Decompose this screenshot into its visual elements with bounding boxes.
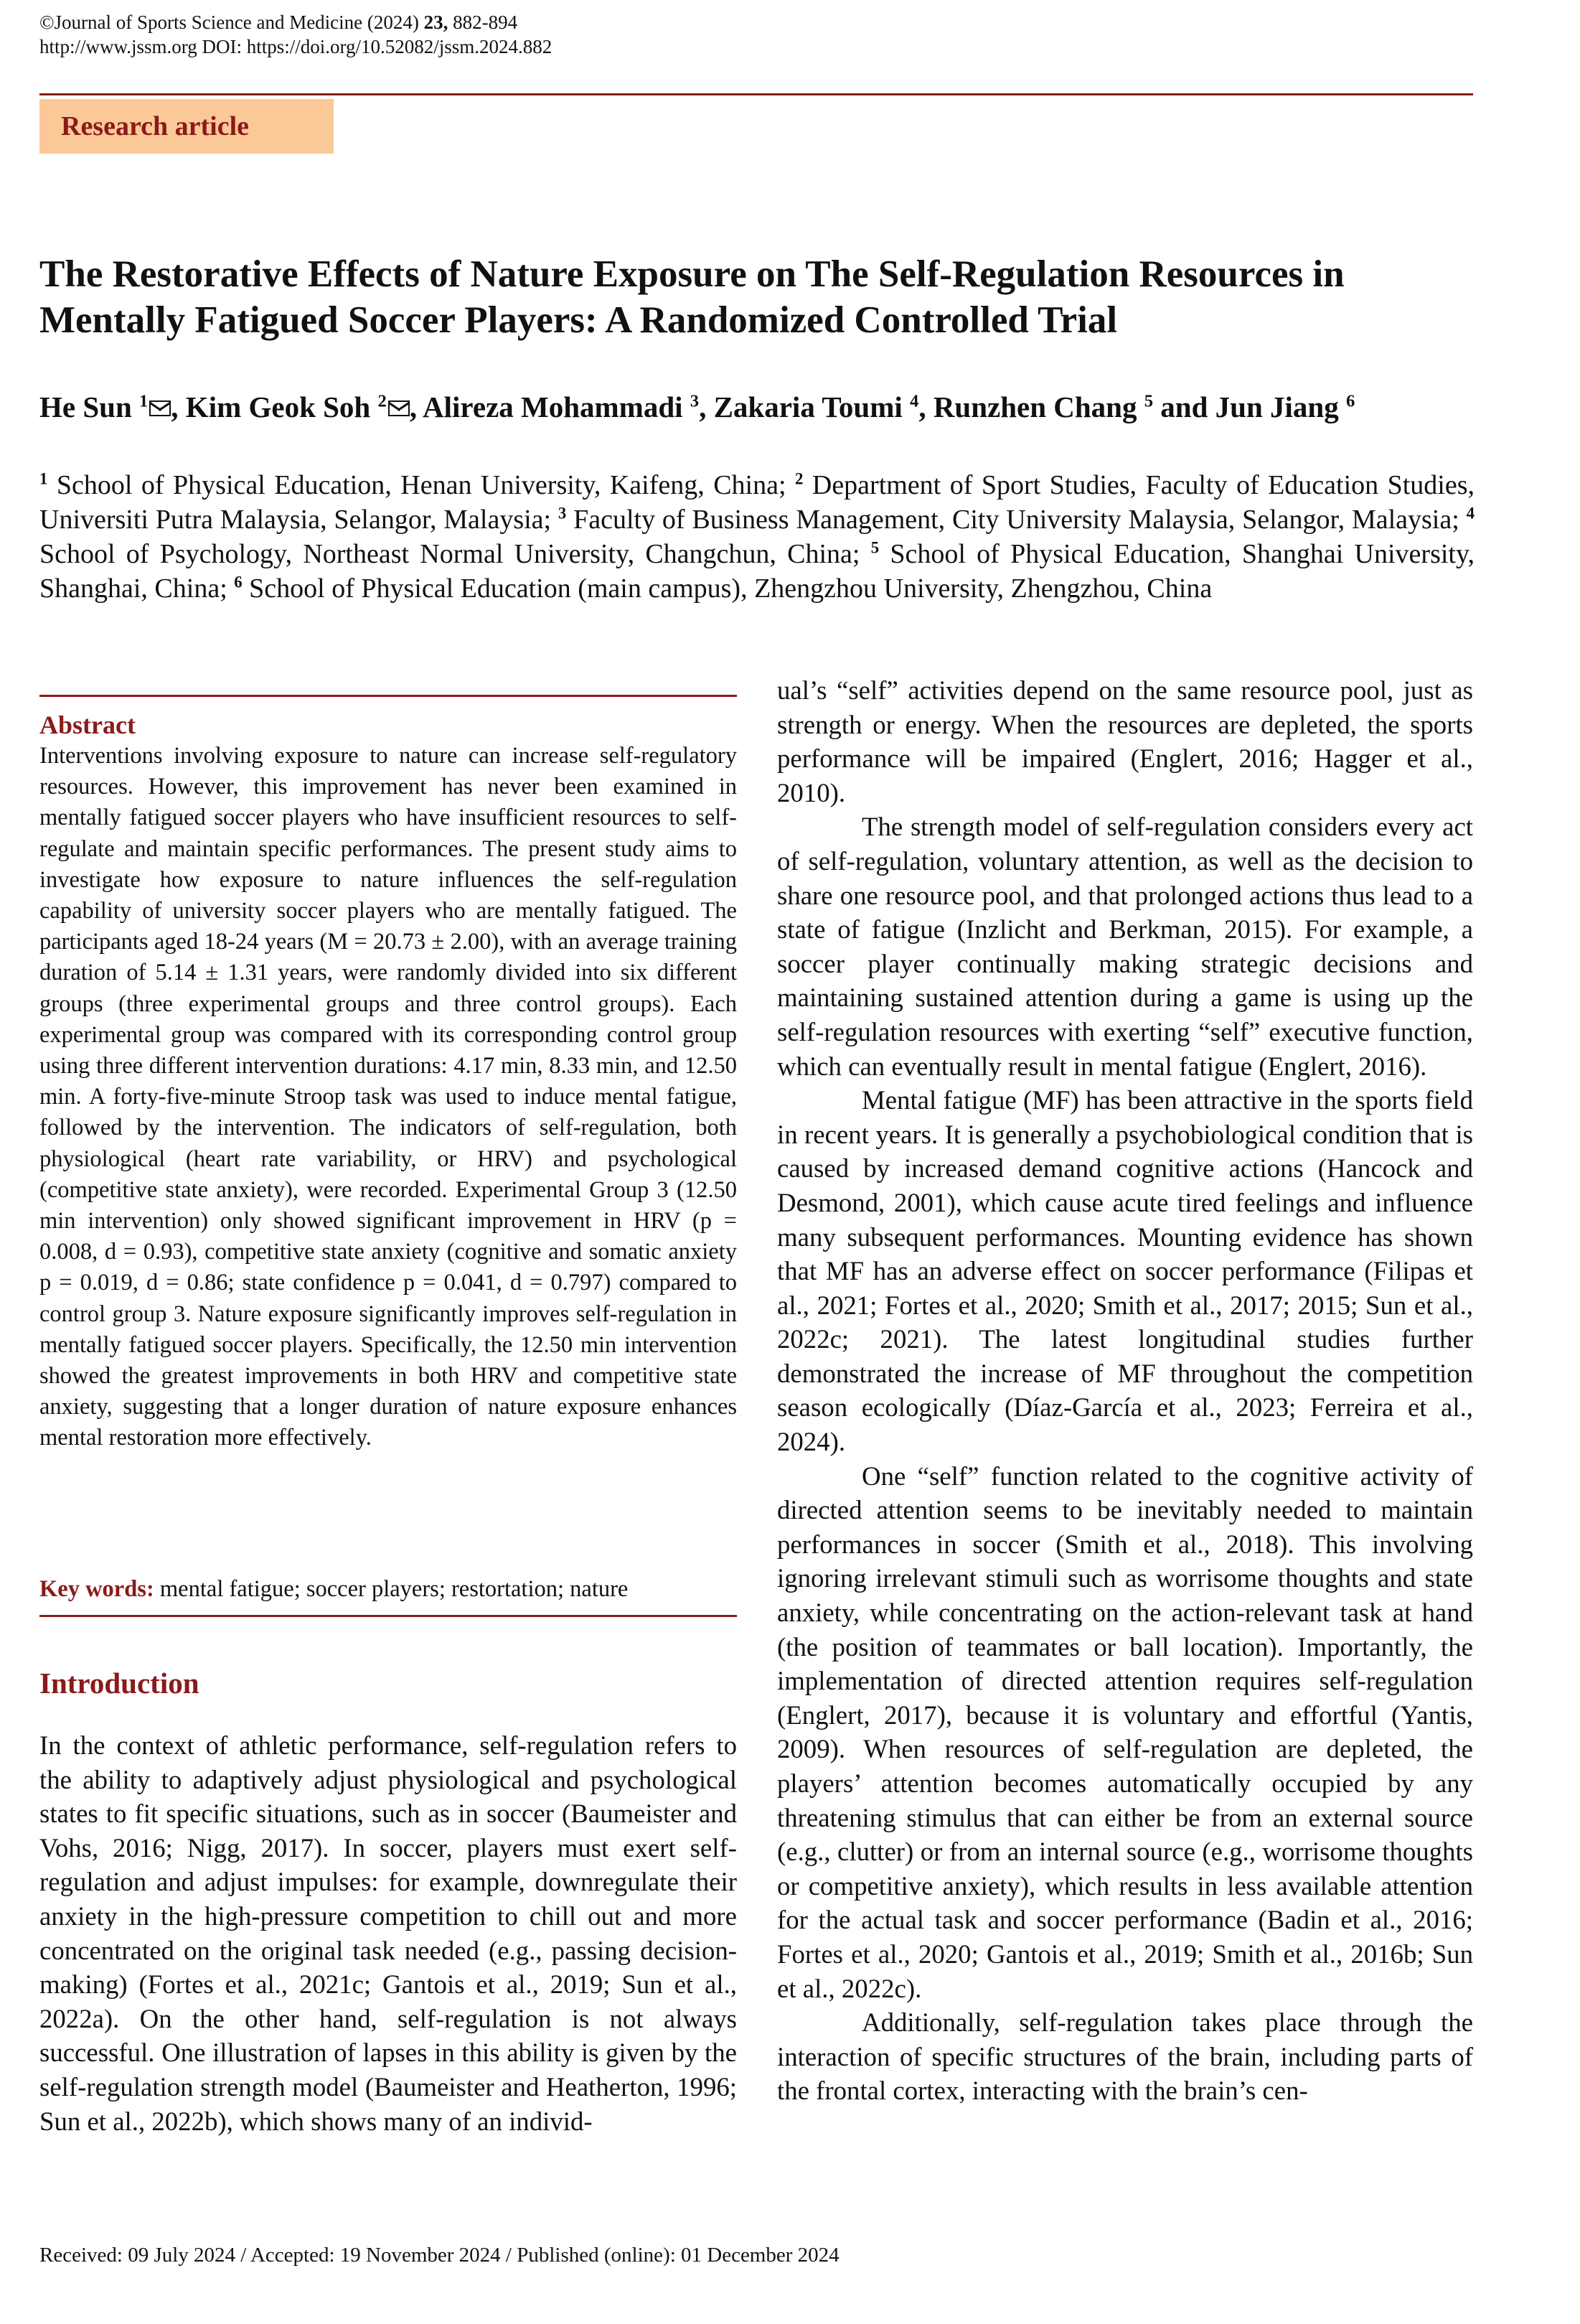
journal-header [39, 10, 552, 59]
author-name: Alireza Mohammadi [423, 390, 683, 423]
affiliation-number: 4 [1466, 504, 1475, 523]
body-paragraph: The strength model of self-regulation considers every act of self-regulation, voluntary attention, as well as the decision to share one resource pool, and that prolonged actions thus lead to a state of fatigue (Inzlicht and Berkman, 2015). For example, a soccer player continually making strategic decisions and maintaining sustained attention during a game is using up the self-regulation resources with exerting “self” executive function, which can eventually result in mental fatigue (Englert, 2016). [777, 812, 1473, 1081]
affiliation-number: 2 [795, 469, 804, 488]
email-envelope-icon[interactable] [388, 400, 410, 416]
body-paragraph: One “self” function related to the cognitive activity of directed attention seems to be inevitably needed to maintain performances in soccer (Smith et al., 2018). This involving ignoring irrelevant stimuli such as worrisome thoughts and state anxiety, while concentrating on the action-relevant task at hand (the position of teammates or ball location). Importantly, the implementation of directed attention requires self-regulation (Englert, 2017), because it is voluntary and effortful (Yantis, 2009). When resources of self-regulation are depleted, the players’ attention becomes automatically occupied by any threatening stimulus that can either be from an external source (e.g., clutter) or from an internal source (e.g., worrisome thoughts or competitive anxiety), which results in less available attention for the actual task and soccer performance (Badin et al., 2016; Fortes et al., 2020; Gantois et al., 2019; Smith et al., 2016b; Sun et al., 2022c). [777, 1461, 1473, 2003]
abstract-heading: Abstract [39, 711, 136, 739]
keywords [39, 1573, 737, 1605]
author-name: He Sun [39, 390, 132, 423]
author-separator: , [409, 390, 423, 423]
author-separator: , [699, 390, 714, 423]
author-name: Kim Geok Soh [185, 390, 371, 423]
author-separator: , [918, 390, 934, 423]
affiliation-text: School of Physical Education, Henan University, Kaifeng, China; [47, 470, 795, 500]
affiliation-text: Faculty of Business Management, City University Malaysia, Selangor, Malaysia; [566, 505, 1467, 535]
header-rule [39, 93, 1473, 95]
introduction-heading: Introduction [39, 1667, 199, 1700]
author-list [39, 388, 1475, 426]
affiliation-number: 3 [558, 504, 567, 523]
affiliation-number: 1 [39, 469, 48, 488]
affiliation-text: School of Physical Education, Shanghai University, Shanghai, China; [39, 539, 1475, 604]
affiliation-text: School of Physical Education (main campus), Zhengzhou University, Zhengzhou, China [242, 573, 1213, 604]
body-paragraph: Mental fatigue (MF) has been attractive in the sports field in recent years. It is generally a psychobiological condition that is caused by increased demand cognitive actions (Hancock and Desmond, 2001), which cause acute tired feelings and influence many subsequent performances. Mounting evidence has shown that MF has an adverse effect on soccer performance (Filipas et al., 2021; Fortes et al., 2020; Smith et al., 2017; 2015; Sun et al., 2022c; 2021). The latest longitudinal studies further demonstrated the increase of MF throughout the competition season ecologically (Díaz-García et al., 2023; Ferreira et al., 2024). [777, 1085, 1473, 1457]
right-column-body [777, 673, 1473, 2108]
author-name: Runzhen Chang [933, 390, 1137, 423]
abstract-top-rule [39, 695, 737, 697]
abstract-text: Interventions involving exposure to nature can increase self-regulatory resources. However, this improvement has never been examined in mentally fatigued soccer players who have insufficient resources to self-regulate and maintain specific performances. The present study aims to investigate how exposure to nature influences the self-regulation capability of university soccer players who are mentally fatigued. The participants aged 18-24 years (M = 20.73 ± 2.00), with an average training duration of 5.14 ± 1.31 years, were randomly divided into six different groups (three experimental groups and three control groups). Each experimental group was compared with its corresponding control group using three different intervention durations: 4.17 min, 8.33 min, and 12.50 min. A forty-five-minute Stroop task was used to induce mental fatigue, followed by the intervention. The indicators of self-regulation, both physiological (heart rate variability, or HRV) and psychological (competitive state anxiety), were recorded. Experimental Group 3 (12.50 min intervention) only showed significant improvement in HRV (p = 0.008, d = 0.93), competitive state anxiety (cognitive and somatic anxiety p = 0.019, d = 0.86; state confidence p = 0.041, d = 0.797) compared to control group 3. Nature exposure significantly improves self-regulation in mentally fatigued soccer players. Specifically, the 12.50 min intervention showed the greatest improvements in both HRV and competitive state anxiety, suggesting that a longer duration of nature exposure enhances mental restoration more effectively. [39, 743, 737, 1451]
email-envelope-icon[interactable] [149, 400, 171, 416]
author-affiliation-number: 3 [690, 391, 700, 411]
body-paragraph: Additionally, self-regulation takes place through the interaction of specific structures of the brain, including parts of the frontal cortex, interacting with the brain’s cen- [777, 2007, 1473, 2106]
keywords-list: mental fatigue; soccer players; restortation; nature [154, 1576, 629, 1602]
author-affiliation-number: 4 [910, 391, 919, 411]
author-separator: and [1153, 390, 1215, 423]
author-affiliation-number: 5 [1144, 391, 1154, 411]
author-name: Jun Jiang [1215, 390, 1339, 423]
author-affiliation-number: 2 [377, 391, 387, 411]
author-name: Zakaria Toumi [713, 390, 903, 423]
article-type-badge [39, 99, 334, 154]
author-separator: , [171, 390, 186, 423]
affiliation-number: 5 [870, 538, 880, 557]
affiliation-number: 6 [234, 573, 243, 591]
affiliation-text: Department of Sport Studies, Faculty of Education Studies, Universiti Putra Malaysia, Selangor, Malaysia; [39, 470, 1475, 535]
keywords-label: Key words: [39, 1576, 154, 1602]
paper-title: The Restorative Effects of Nature Exposure on The Self-Regulation Resources in Mentally Fatigued Soccer Players: A Randomized Controlled Trial [39, 253, 1345, 341]
publication-dates: Received: 09 July 2024 / Accepted: 19 November 2024 / Published (online): 01 December 2024 [39, 2244, 840, 2267]
affiliation-text: School of Psychology, Northeast Normal University, Changchun, China; [39, 539, 871, 569]
author-affiliation-number: 6 [1345, 391, 1355, 411]
journal-pages: 882-894 [448, 11, 518, 33]
journal-name: ©Journal of Sports Science and Medicine (2024) [39, 11, 424, 33]
journal-volume: 23, [423, 11, 448, 33]
journal-url-doi[interactable]: http://www.jssm.org DOI: https://doi.org/10.52082/jssm.2024.882 [39, 36, 552, 57]
affiliations [39, 468, 1475, 606]
introduction-text: In the context of athletic performance, self-regulation refers to the ability to adaptively adjust physiological and psychological states to fit specific situations, such as in soccer (Baumeister and Vohs, 2016; Nigg, 2017). In soccer, players must exert self-regulation and adjust impulses: for example, downregulate their anxiety in the high-pressure competition to chill out and more concentrated on the original task needed (e.g., passing decision-making) (Fortes et al., 2021c; Gantois et al., 2019; Sun et al., 2022a). On the other hand, self-regulation is not always successful. One illustration of lapses in this ability is given by the self-regulation strength model (Baumeister and Heatherton, 1996; Sun et al., 2022b), which shows many of an individ- [39, 1730, 737, 2136]
journal-citation [39, 10, 552, 34]
author-affiliation-number: 1 [139, 391, 149, 411]
abstract-bottom-rule [39, 1615, 737, 1617]
body-paragraph: ual’s “self” activities depend on the same resource pool, just as strength or energy. When the resources are depleted, the sports performance will be impaired (Englert, 2016; Hagger et al., 2010). [777, 675, 1473, 807]
article-type-label: Research article [61, 111, 250, 141]
